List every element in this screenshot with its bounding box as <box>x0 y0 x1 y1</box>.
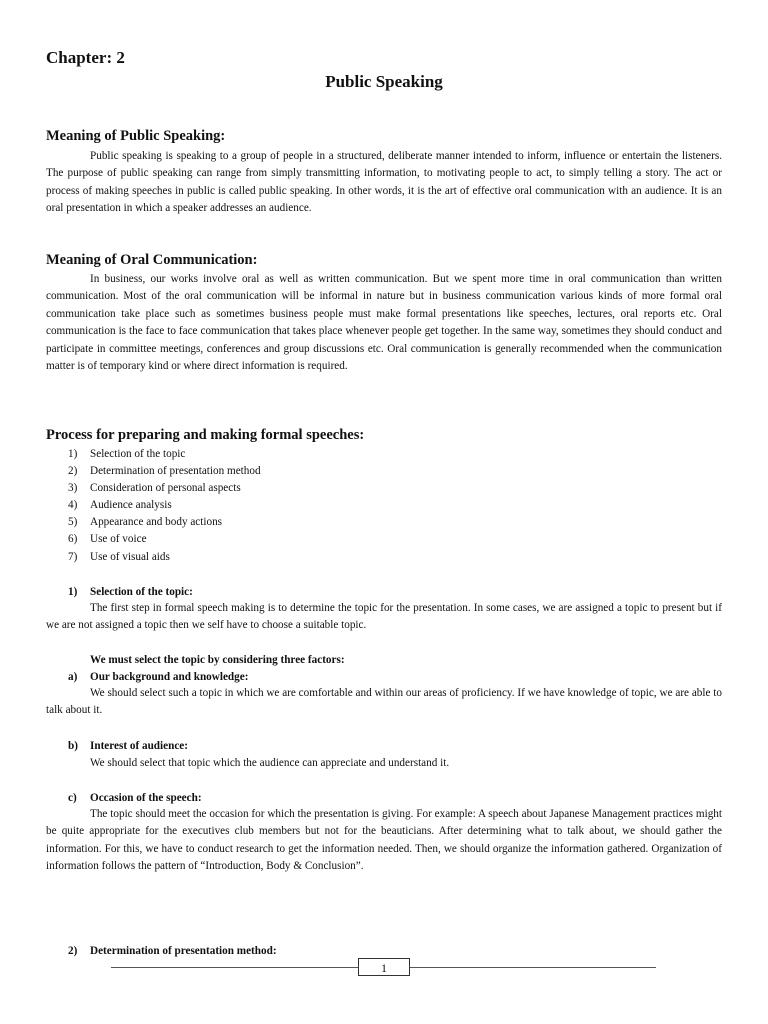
list-item <box>68 480 261 497</box>
subheading-text: Our background and knowledge: <box>90 671 249 683</box>
subheading-text: Selection of the topic: <box>90 586 193 598</box>
subheading-number: 2) <box>68 945 78 957</box>
subheading-text: Interest of audience: <box>90 740 188 752</box>
list-item <box>68 514 261 531</box>
list-item <box>68 497 261 514</box>
paragraph-text: We should select such a topic in which we are comfortable and within our areas of proficiency. If we have knowledge of topic, we are able to talk about it. <box>46 687 722 717</box>
paragraph-meaning-oral-communication <box>46 271 722 375</box>
list-item-number: 1) <box>68 448 78 460</box>
list-item <box>68 549 261 566</box>
list-item <box>68 531 261 548</box>
paragraph-background-knowledge <box>46 685 722 720</box>
subheading-text: Occasion of the speech: <box>90 792 202 804</box>
paragraph-text: We should select that topic which the audience can appreciate and understand it. <box>90 757 450 769</box>
factors-heading: We must select the topic by considering three factors: <box>90 654 345 666</box>
list-item-number: 4) <box>68 499 78 512</box>
footer-rule-left <box>111 967 358 968</box>
subheading-number: c) <box>68 792 77 804</box>
list-item-text: Use of voice <box>90 533 147 546</box>
subheading-interest-of-audience <box>68 740 188 752</box>
subheading-determination-presentation-method <box>68 945 277 957</box>
paragraph-interest-of-audience <box>46 755 722 772</box>
list-item-number: 2) <box>68 465 78 478</box>
page-title: Public Speaking <box>325 72 443 91</box>
list-item-number: 5) <box>68 516 78 529</box>
paragraph-text: In business, our works involve oral as well as written communication. But we spent more time in oral communication than written communication. Most of the oral communication will be informal in nature but in business communication various kinds of more formal oral communication take place such as sometimes business people must make formal presentations like speeches, lectures, oral reports etc. Oral communication is the face to face communication that takes place whenever people get together. In the same way, sometimes they should conduct and participate in committee meetings, conferences and group discussions etc. Oral communication is generally recommended when the communication matter is of temporary kind or where direct information is required. <box>46 273 722 373</box>
process-steps-list <box>68 446 261 566</box>
chapter-label: Chapter: 2 <box>46 48 125 67</box>
subheading-number: a) <box>68 671 78 683</box>
heading-meaning-public-speaking: Meaning of Public Speaking: <box>46 128 226 144</box>
heading-meaning-oral-communication: Meaning of Oral Communication: <box>46 252 258 268</box>
paragraph-selection-of-topic <box>46 600 722 635</box>
paragraph-text: The first step in formal speech making is to determine the topic for the presentation. In some cases, we are assigned a topic to present but if we are not assigned a topic then we self have to choose a suitable topic. <box>46 602 722 632</box>
list-item-number: 3) <box>68 482 78 495</box>
paragraph-text: The topic should meet the occasion for which the presentation is giving. For example: A speech about Japanese Management practices might be quite appropriate for the executives club members but not for the beauticians. After determining what to talk about, we should gather the information. For this, we have to conduct research to get the information needed. Then, we should organize the information gathered. Organization of information follows the pattern of “Introduction, Body & Conclusion”. <box>46 808 722 873</box>
list-item-text: Audience analysis <box>90 499 172 512</box>
list-item-text: Use of visual aids <box>90 550 170 563</box>
page-number: 1 <box>358 958 410 976</box>
footer-rule-right <box>410 967 656 968</box>
paragraph-meaning-public-speaking <box>46 148 722 218</box>
subheading-number: 1) <box>68 586 78 598</box>
subheading-selection-of-topic <box>68 586 193 598</box>
subheading-background-knowledge <box>68 671 248 683</box>
subheading-text: Determination of presentation method: <box>90 945 277 957</box>
paragraph-occasion-of-speech <box>46 806 722 876</box>
list-item-number: 6) <box>68 533 78 546</box>
heading-process-formal-speeches: Process for preparing and making formal speeches: <box>46 427 365 443</box>
list-item-text: Determination of presentation method <box>90 465 261 478</box>
list-item-text: Appearance and body actions <box>90 516 223 529</box>
subheading-number: b) <box>68 740 78 752</box>
subheading-occasion-of-speech <box>68 792 202 804</box>
list-item-text: Consideration of personal aspects <box>90 482 241 495</box>
list-item <box>68 463 261 480</box>
list-item-number: 7) <box>68 550 78 563</box>
list-item <box>68 446 261 463</box>
paragraph-text: Public speaking is speaking to a group of people in a structured, deliberate manner intended to inform, influence or entertain the listeners. The purpose of public speaking can range from simply transmitting information, to motivating people to act, to simply telling a story. The act or process of making speeches in public is called public speaking. In other words, it is the art of effective oral communication with an audience. It is an oral presentation in which a speaker addresses an audience. <box>46 150 722 215</box>
list-item-text: Selection of the topic <box>90 448 186 460</box>
